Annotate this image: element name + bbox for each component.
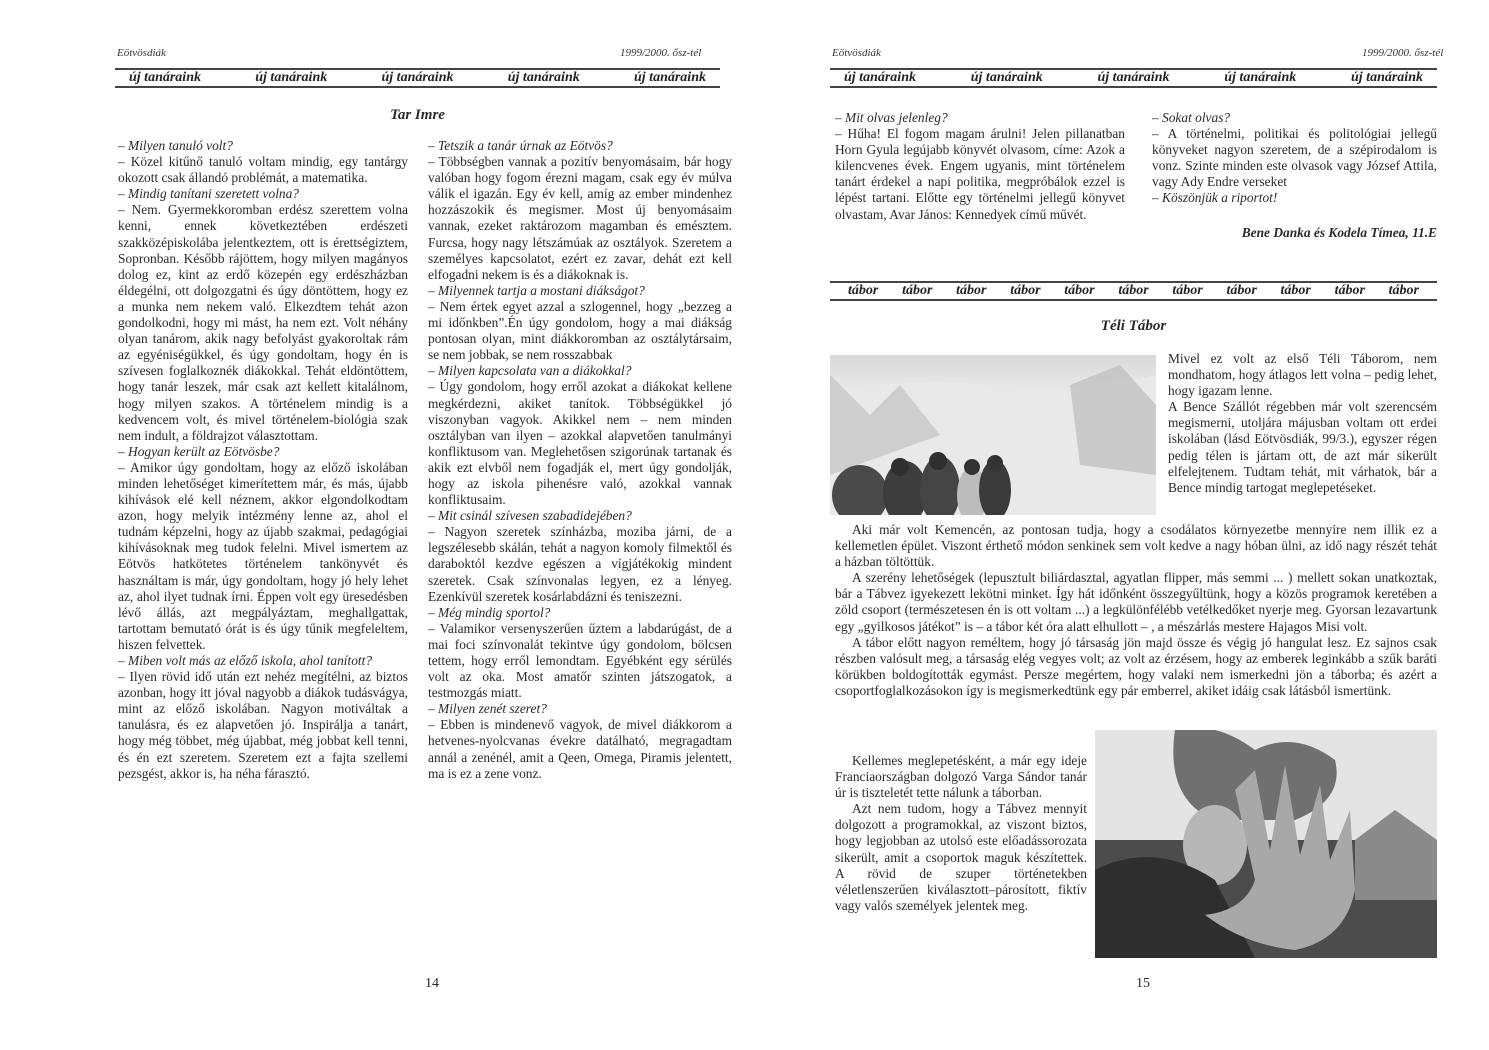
camp-article-title: Téli Tábor (1100, 318, 1167, 334)
running-head-issue: 1999/2000. ősz-tél (1362, 47, 1444, 59)
section-label: új tanáraink (634, 70, 706, 85)
article-authors: Bene Danka és Kodela Tímea, 11.E (1241, 224, 1437, 240)
section-label: új tanáraink (844, 70, 916, 85)
camp-section-label: tábor (1118, 283, 1149, 298)
camp-lower-text (835, 753, 1087, 914)
interview-answer: – Úgy gondolom, hogy erről azokat a diákokat kellene megkérdezni, akiket tanítok. Többségükkel jó viszonyban vagyok. Akikkel nem – nem minden osztályban van ilyen – azokkal alapvetően tanulmányi konfliktusom van. Meglehetősen szigorúnak tartanak és akik ezt elvből nem fogadják el, mert úgy gondolják, hogy az iskola pihenésre való, azokkal vannak konfliktusaim. (428, 379, 732, 508)
section-label: új tanáraink (255, 70, 328, 85)
camp-section-label: tábor (1064, 283, 1095, 298)
interview-question: – Még mindig sportol? (428, 604, 551, 620)
section-label: új tanáraink (970, 70, 1043, 85)
winter-camp-photo (830, 355, 1156, 515)
interview-question: – Miben volt más az előző iskola, ahol tanított? (118, 653, 373, 668)
interview-question: – Sokat olvas? (1152, 110, 1231, 125)
section-bar-new-teachers (115, 68, 720, 88)
camp-paragraph: Kellemes meglepetésként, a már egy ideje Franciaországban dolgozó Varga Sándor tanár úr is tiszteletét tette nálunk a táborban. (835, 753, 1087, 801)
interview-question: – Milyennek tartja a mostani diákságot? (428, 282, 645, 298)
interview-question: – Milyen kapcsolata van a diákokkal? (428, 363, 632, 379)
camp-paragraph: Aki már volt Kemencén, az pontosan tudja, hogy a csodálatos környezetbe mennyire nem illik ez a kellemetlen épület. Viszont érthető módon senkinek sem volt kedve a nagy hóban ülni, az idő nagy részét tehát a házban töltöttük. (835, 522, 1437, 570)
camp-section-label: tábor (1388, 283, 1419, 298)
running-head-title: Eötvösdiák (832, 47, 881, 59)
page-number: 14 (425, 976, 439, 991)
interview-column-2 (428, 138, 732, 782)
camp-paragraph: Azt nem tudom, hogy a Tábvez mennyit dolgozott a programokkal, az viszont biztos, hogy legjobban az utolsó este előadássorozata sikerült, amit a csoportok maguk készítettek. A rövid de szuper történetekben véletlenszerűen kiválasztott–párosított, fiktív vagy valós személyek jelentek meg. (835, 801, 1087, 913)
camp-section-label: tábor (956, 283, 987, 298)
interview-answer: – Amikor úgy gondoltam, hogy az előző iskolában minden lehetőséget kimerítettem már, és más, újabb kihívások elé kell néznem, akkor elgondolkodtam azon, hogy melyik intézmény lenne az, ahol el tudnám képzelni, hogy az újabb szakmai, pedagógiai kihívásoknak meg tudok felelni. Mivel ismertem az Eötvös hatkötetes történelem tankönyvét és használtam is már, úgy gondoltam, hogy jó hely lehet az, ahol ilyet tudnak írni. Éppen volt egy üresedésben lévő állás, azt megpályáztam, meghallgattak, tartottam bemutató órát is és úgy tűnik megfeleltem, hiszen felvettek. (118, 459, 408, 652)
interview-question: – Mindig tanítani szeretett volna? (118, 186, 300, 202)
camp-section-label: tábor (848, 283, 879, 298)
winter-landscape-image (830, 355, 1156, 515)
interview-continued-column-2 (1152, 110, 1437, 241)
camp-body-text (835, 522, 1437, 699)
interview-question: – Hogyan került az Eötvösbe? (118, 443, 280, 459)
hand-portrait-image (1095, 730, 1437, 958)
camp-paragraph: Mivel ez volt az első Téli Táborom, nem mondhatom, hogy átlagos lett volna – pedig lehet, hogy igazam lenne. (1168, 351, 1437, 399)
article-title: Tar Imre (390, 107, 445, 123)
raised-hand-photo (1095, 730, 1437, 958)
camp-section-label: tábor (1280, 283, 1311, 298)
interview-continued-column-1 (835, 110, 1125, 223)
camp-section-label: tábor (1334, 283, 1365, 298)
camp-section-label: tábor (1172, 283, 1203, 298)
camp-paragraph: A tábor előtt nagyon reméltem, hogy jó társaság jön majd össze és végig jó hangulat lesz. Ez sajnos csak részben valósult meg, a társaság elég vegyes volt; az volt az érzésem, hogy az emberek leginkább a szűk baráti körükben boldogították egymást. Persze megértem, hogy valaki nem ismerkedni jön a táborba; és azért a csoportfoglalkozásokon így is megismerkedtünk egy pár emberrel, akiket idáig csak látásból ismertünk. (835, 634, 1437, 698)
interview-question: – Mit csinál szívesen szabadidejében? (428, 508, 632, 524)
section-bar-new-teachers (830, 68, 1437, 88)
interview-answer: – A történelmi, politikai és politológiai jellegű könyveket nagyon szeretem, de a szépirodalom is vonz. Szinte minden este olvasok vagy József Attila, vagy Ady Endre verseket (1152, 126, 1437, 190)
interview-answer: – Nem értek egyet azzal a szlogennel, hogy „bezzeg a mi időnkben”.Én úgy gondolom, hogy a mai diákság pontosan olyan, mint diákkoromban az osztálytársaim, se nem jobbak, se nem rosszabbak (428, 298, 732, 363)
running-head-issue: 1999/2000. ősz-tél (620, 47, 702, 59)
interview-answer: – Közel kitűnő tanuló voltam mindig, egy tantárgy okozott csak állandó problémát, a matematika. (118, 154, 408, 186)
interview-answer: – Ebben is mindenevő vagyok, de mivel diákkorom a hetvenes-nyolcvanas évekre datálható, megragadtam annál a zenénél, amit a Qeen, Omega, Piramis jelentett, ma is ez a zene vonz. (428, 717, 732, 781)
section-label: új tanáraink (507, 70, 580, 85)
section-label: új tanáraink (1224, 70, 1297, 85)
interview-question: – Milyen tanuló volt? (118, 138, 233, 153)
section-label: új tanáraink (129, 70, 201, 85)
camp-section-label: tábor (1226, 283, 1257, 298)
interview-question: – Mit olvas jelenleg? (835, 110, 948, 125)
interview-answer: – Valamikor versenyszerűen űztem a labdarúgást, de a mai foci színvonalát tekintve úgy gondolom, bölcsen tettem, hogy erről lemondtam. Egyébként egy sérülés volt az oka. Most amatőr szinten játszogatok, a testmozgás miatt. (428, 620, 732, 701)
interview-question: – Tetszik a tanár úrnak az Eötvös? (428, 138, 613, 153)
page-number: 15 (1136, 976, 1150, 991)
section-bar-camp (830, 281, 1437, 301)
camp-section-label: tábor (1010, 283, 1041, 298)
camp-paragraph: A Bence Szállót régebben már volt szerencsém megismerni, utoljára májusban voltam ott erdei iskolában (lásd Eötvösdiák, 99/3.), egyszer régen pedig télen is jártam ott, de azt már sikerült elfelejtenem. Tudtam tehát, mit várhatok, bár a Bence mindig tartogat meglepetéseket. (1168, 399, 1437, 495)
camp-paragraph: A szerény lehetőségek (lepusztult biliárdasztal, agyatlan flipper, más semmi ... ) mellett sokan unatkoztak, bár a Tábvez igyekezett lekötni minket. Így hát időnként összegyűltünk, hogy a közös programok keretében a zöld csoport (természetesen én is ott voltam ...) a legkülönfélébb vetélkedőket nyerje meg. Gyorsan lezavartunk egy „gyilkosos játékot” is – a tábor két óra alatt elhullott – , a mészárlás mestere Hajagos Misi volt. (835, 570, 1437, 634)
interview-column-1 (118, 138, 408, 782)
camp-intro-text (1168, 351, 1437, 496)
interview-answer: – Nagyon szeretek színházba, moziba járni, de a legszélesebb skálán, tehát a nagyon komoly filmektől és daraboktól kezdve egészen a vígjátékokig mindent szeretek. Csak színvonalas legyen, ez a lényeg. Ezenkívül szeretek kosárlabdázni és teniszezni. (428, 524, 732, 604)
interview-answer: – Ilyen rövid idő után ezt nehéz megítélni, az biztos azonban, hogy itt jóval nagyobb a diákok tudásvágya, mint az előző iskolában. Nagyon motiváltak a tanulásra, és ez alapvetően jó. Inspirálja a tanárt, hogy még többet, még újabbat, még jobbat kell tenni, és én ezt szeretem. Szeretem ezt a fajta szellemi pezsgést, akkor is, ha néha fárasztó. (118, 669, 408, 781)
interview-question: – Milyen zenét szeret? (428, 701, 547, 717)
interview-answer: – Nem. Gyermekkoromban erdész szerettem volna kenni, ennek következtében erdészeti szakközépiskolába jelentkeztem, ott is érettségiztem, Sopronban. Később rájöttem, hogy milyen magányos dolog ez, kint az erdő közepén egy erdészházban éldegélni, ott dolgozgatni és úgy döntöttem, hogy ez a munka nem nekem való. Elkezdtem tehát azon gondolkodni, hogy mi mást, ha nem ezt. Volt néhány olyan tanárom, akik nagy befolyást gyakoroltak rám az egyéniségükkel, és úgy gondoltam, hogy én is szívesen foglalkoznék diákokkal. Tehát eldöntöttem, hogy tanár leszek, már csak azt kellett kitalálnom, hogy milyen szakos. A történelem mindig is a kedvencem volt, és mivel történelem-biológia szak nem indult, a földrajzot választottam. (118, 202, 408, 443)
interview-question: – Köszönjük a riportot! (1152, 190, 1278, 206)
section-label: új tanáraink (1351, 70, 1423, 85)
camp-section-label: tábor (902, 283, 933, 298)
section-label: új tanáraink (381, 70, 454, 85)
interview-answer: – Hűha! El fogom magam árulni! Jelen pillanatban Horn Gyula legújabb könyvét olvasom, címe: Azok a kilencvenes évek. Engem ugyanis, mint történelem tanárt érdekel a napi politika, megpróbálok ezzel is lépést tartani. Előtte egy történelmi jellegű könyvet olvastam, Avar János: Kennedyek című művét. (835, 126, 1125, 222)
interview-answer: – Többségben vannak a pozitív benyomásaim, bár hogy valóban hogy fogom érezni magam, csak egy év múlva válik el igazán. Egy év kell, amíg az ember mindenhez hozzászokik és megismer. Most új benyomásaim vannak, ezeket raktározom magamban és emésztem. Furcsa, hogy nagy létszámúak az osztályok. Szeretem a személyes kapcsolatot, ezért ez zavar, dehát ezt kell elfogadni nekem is és a diákoknak is. (428, 154, 732, 282)
section-label: új tanáraink (1097, 70, 1170, 85)
running-head-title: Eötvösdiák (117, 47, 166, 59)
